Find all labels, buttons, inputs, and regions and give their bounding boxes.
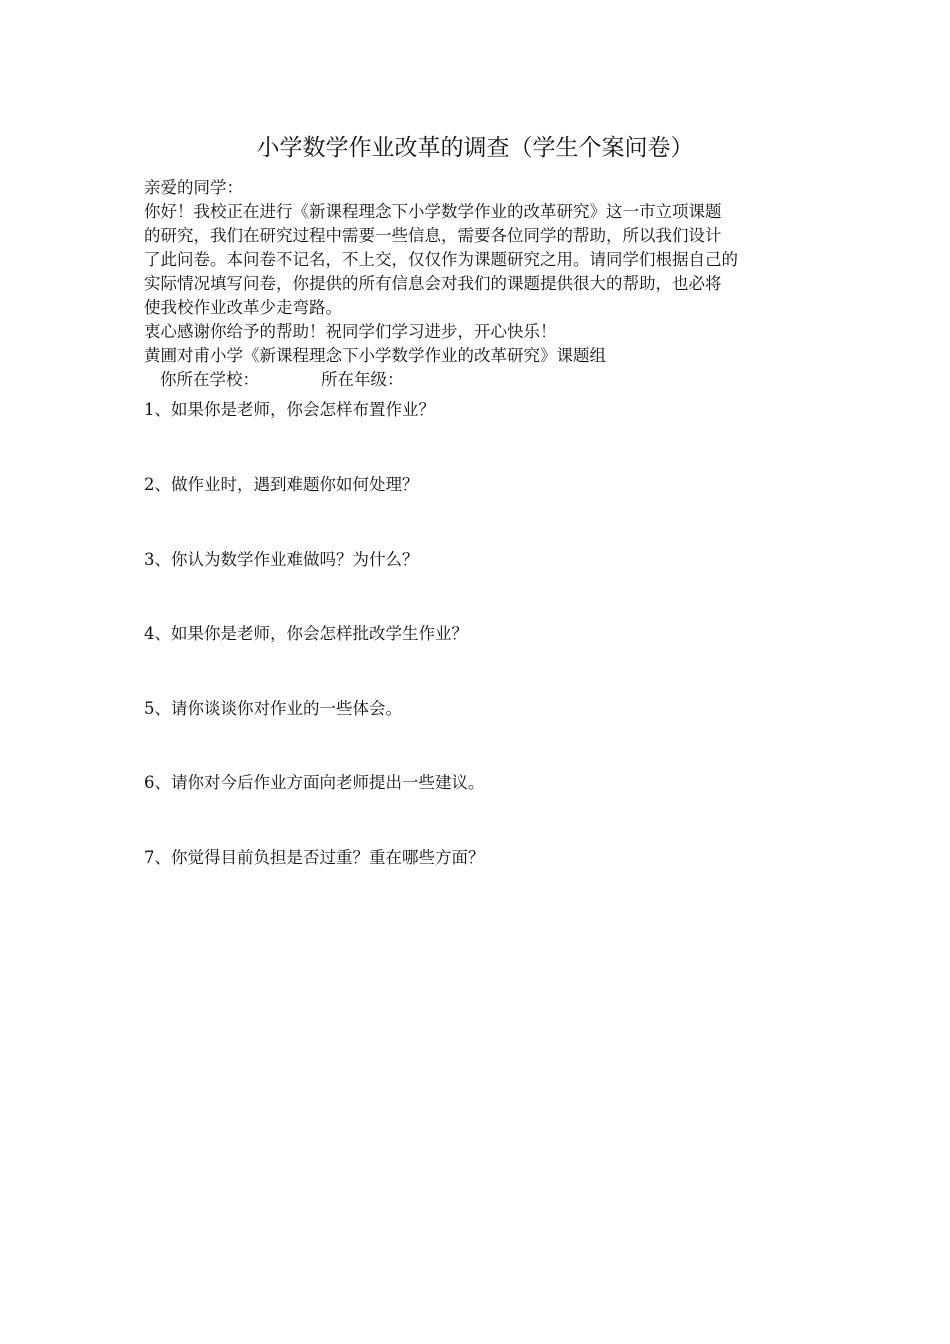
- question-3: 3、你认为数学作业难做吗？为什么？: [144, 550, 419, 569]
- grade-label: 所在年级：: [321, 370, 404, 389]
- intro-line-2: 的研究，我们在研究过程中需要一些信息，需要各位同学的帮助，所以我们设计: [144, 226, 722, 245]
- intro-line-4: 实际情况填写问卷，你提供的所有信息会对我们的课题提供很大的帮助，也必将: [144, 274, 722, 293]
- greeting: 亲爱的同学：: [144, 178, 243, 197]
- intro-line-3: 了此问卷。本问卷不记名，不上交，仅仅作为课题研究之用。请同学们根据自己的: [144, 250, 738, 269]
- question-5: 5、请你谈谈你对作业的一些体会。: [144, 699, 402, 718]
- intro-section: [144, 176, 809, 392]
- thanks-line: 衷心感谢你给予的帮助！祝同学们学习进步，开心快乐！: [144, 322, 557, 341]
- question-6: 6、请你对今后作业方面向老师提出一些建议。: [144, 773, 485, 792]
- document-title: 小学数学作业改革的调查（学生个案问卷）: [256, 135, 694, 161]
- info-row: [144, 368, 809, 392]
- signature-line: 黄圃对甫小学《新课程理念下小学数学作业的改革研究》课题组: [144, 346, 606, 365]
- question-7: 7、你觉得目前负担是否过重？重在哪些方面？: [144, 848, 485, 867]
- intro-line-5: 使我校作业改革少走弯路。: [144, 298, 342, 317]
- question-2: 2、做作业时，遇到难题你如何处理？: [144, 475, 419, 494]
- intro-line-1: 你好！我校正在进行《新课程理念下小学数学作业的改革研究》这一市立项课题: [144, 202, 722, 221]
- question-1: 1、如果你是老师，你会怎样布置作业？: [144, 400, 435, 419]
- question-4: 4、如果你是老师，你会怎样批改学生作业？: [144, 624, 468, 643]
- school-label: 你所在学校：: [160, 370, 259, 389]
